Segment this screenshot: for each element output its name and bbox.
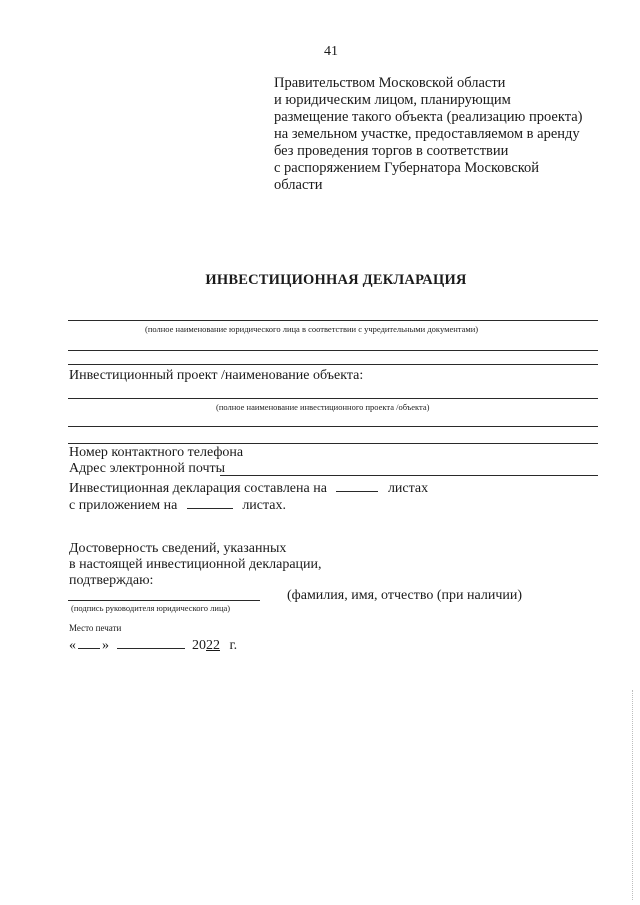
blank-line[interactable] [68, 350, 598, 351]
blank-line[interactable] [68, 443, 598, 444]
declaration-sheets-suffix: листах [387, 481, 429, 496]
attachment-prefix: с приложением на [69, 498, 178, 513]
legal-entity-caption: (полное наименование юридического лица в соответствии с учредительными документами) [145, 324, 479, 334]
header-line: с распоряжением Губернатора Московской [274, 160, 540, 176]
full-name-caption: (фамилия, имя, отчество (при наличии) [287, 588, 523, 603]
confirmation-line: Достоверность сведений, указанных [69, 541, 287, 556]
signature-caption: (подпись руководителя юридического лица) [71, 603, 231, 613]
email-label: Адрес электронной почты [69, 461, 226, 476]
confirmation-line: подтверждаю: [69, 573, 154, 588]
date-row [69, 636, 237, 654]
date-open-quote: « [69, 638, 76, 653]
scan-edge-marks [632, 690, 634, 900]
approval-header [274, 75, 583, 194]
attachment-sheets-field[interactable] [187, 496, 233, 509]
header-line: и юридическим лицом, планирующим [274, 92, 511, 108]
investment-project-label: Инвестиционный проект /наименование объекта: [69, 368, 364, 383]
declaration-sheets-row [69, 479, 428, 497]
phone-label: Номер контактного телефона [69, 445, 244, 460]
attachment-suffix: листах. [242, 498, 287, 513]
confirmation-line: в настоящей инвестиционной декларации, [69, 557, 322, 572]
date-month-field[interactable] [117, 636, 185, 649]
project-caption: (полное наименование инвестиционного проекта /объекта) [216, 402, 430, 412]
project-name-line[interactable] [68, 398, 598, 399]
legal-entity-name-line[interactable] [68, 320, 598, 321]
date-day-field[interactable] [78, 636, 100, 649]
document-title: ИНВЕСТИЦИОННАЯ ДЕКЛАРАЦИЯ [205, 272, 467, 288]
signature-line[interactable] [68, 600, 260, 601]
blank-line[interactable] [68, 364, 598, 365]
date-year-unit: г. [229, 638, 238, 653]
date-year-prefix: 20 [192, 638, 206, 653]
email-field[interactable] [220, 475, 598, 476]
date-close-quote: » [102, 638, 109, 653]
header-line: области [274, 177, 323, 193]
page-number: 41 [324, 44, 338, 59]
blank-line[interactable] [68, 426, 598, 427]
header-line: размещение такого объекта (реализацию проекта) [274, 109, 583, 125]
confirmation-block [69, 541, 322, 589]
header-line: на земельном участке, предоставляемом в аренду [274, 126, 580, 142]
attachment-sheets-row [69, 496, 286, 514]
header-line: без проведения торгов в соответствии [274, 143, 509, 159]
seal-place: Место печати [69, 623, 122, 633]
declaration-sheets-prefix: Инвестиционная декларация составлена на [69, 481, 327, 496]
header-line: Правительством Московской области [274, 75, 506, 91]
declaration-sheets-field[interactable] [336, 479, 378, 492]
date-year-value[interactable]: 22 [206, 638, 220, 653]
